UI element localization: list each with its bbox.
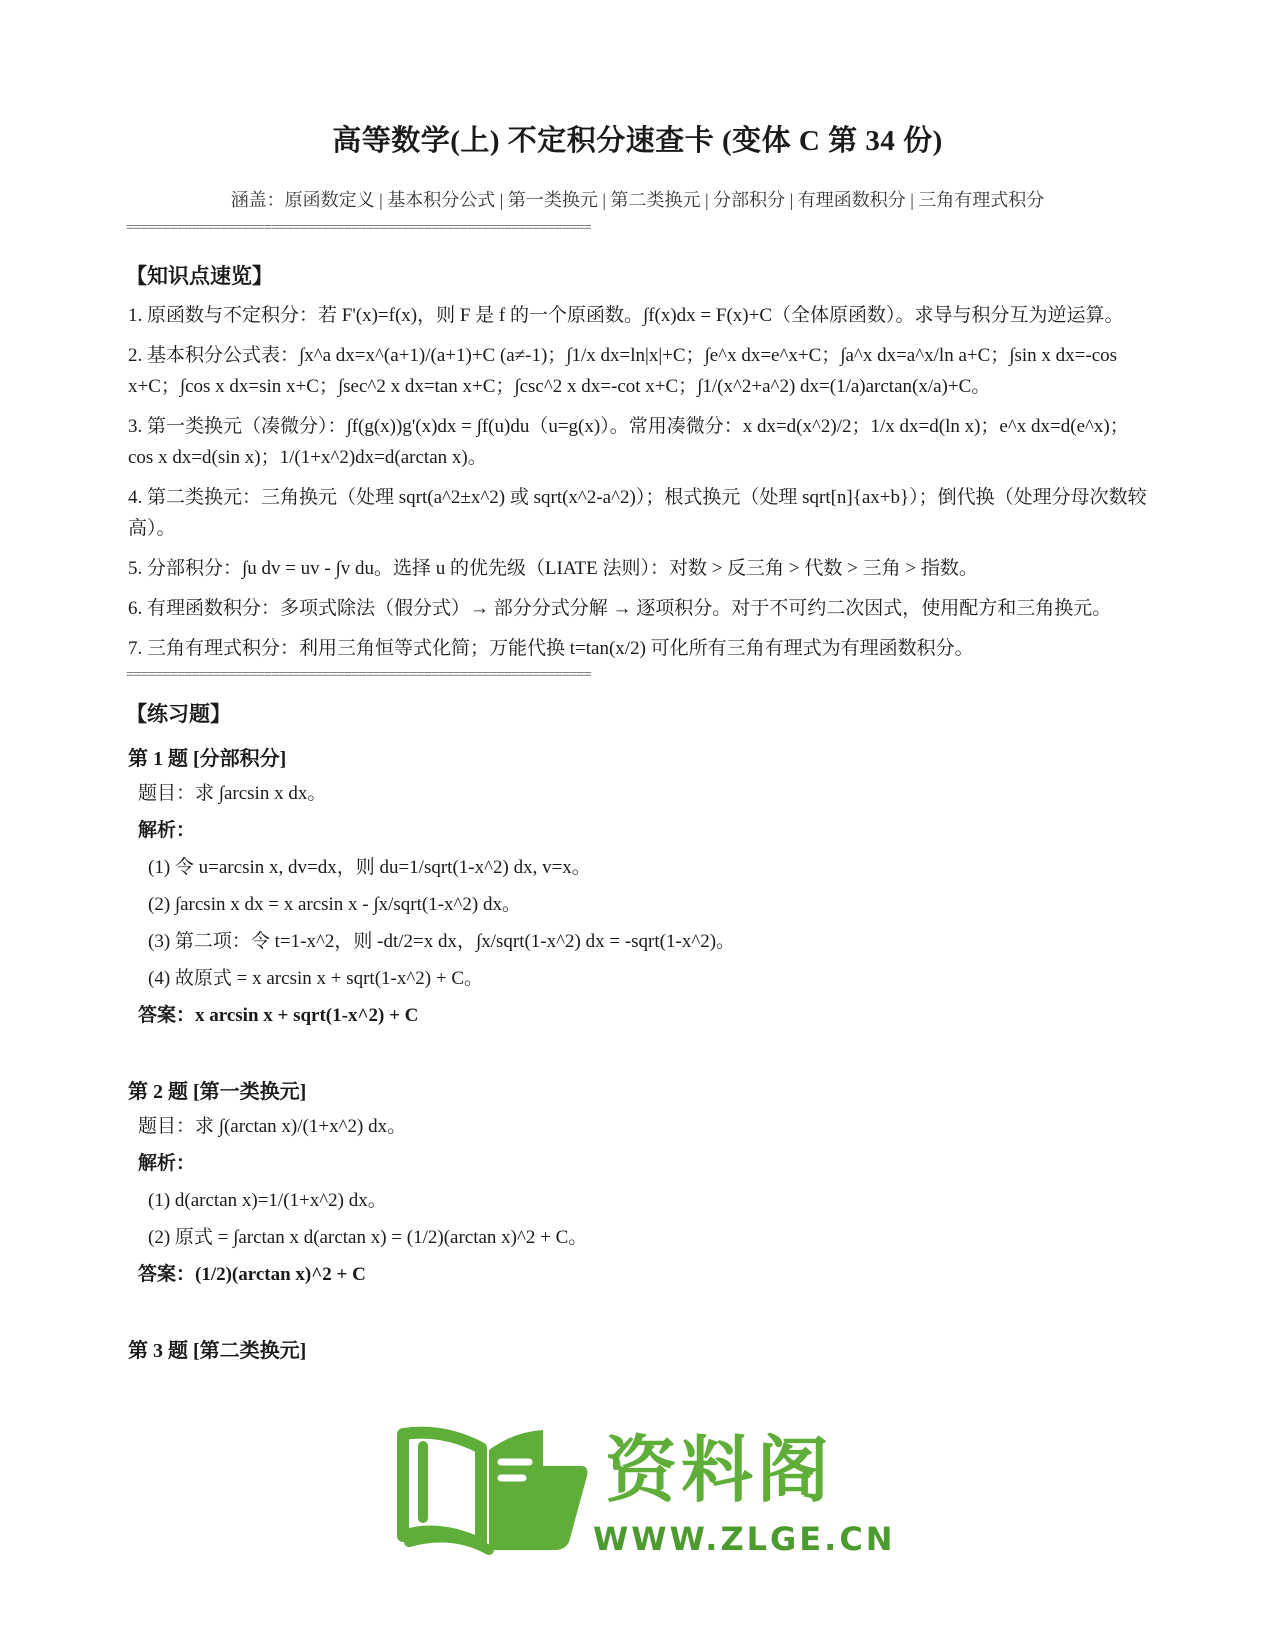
problem-question: 题目：求 ∫arcsin x dx。 [138,783,327,804]
problem-1 [128,742,1148,1029]
knowledge-item: 4. 第二类换元：三角换元（处理 sqrt(a^2±x^2) 或 sqrt(x^2-a^2)）；根式换元（处理 sqrt[n]{ax+b}）；倒代换（处理分母次数较高）。 [128,487,1147,539]
knowledge-item: 7. 三角有理式积分：利用三角恒等式化简；万能代换 t=tan(x/2) 可化所有三角有理式为有理函数积分。 [128,638,974,659]
solution-step: (2) ∫arcsin x dx = x arcsin x - ∫x/sqrt(1-x^2) dx。 [148,894,522,915]
open-book-icon [393,1426,593,1556]
knowledge-item: 6. 有理函数积分：多项式除法（假分式）→ 部分分式分解 → 逐项积分。对于不可约二次因式，使用配方和三角换元。 [128,598,1112,619]
watermark-url: WWW.ZLGE.CN [593,1520,896,1558]
watermark-logo [393,1426,896,1558]
solution-step: (2) 原式 = ∫arctan x d(arctan x) = (1/2)(arctan x)^2 + C。 [148,1227,588,1248]
solution-step: (3) 第二项：令 t=1-x^2，则 -dt/2=x dx，∫x/sqrt(1-x^2) dx = -sqrt(1-x^2)。 [148,931,736,952]
exercises-heading: 【练习题】 [126,702,231,726]
problem-3 [128,1334,1148,1363]
problem-question: 题目：求 ∫(arctan x)/(1+x^2) dx。 [138,1116,407,1137]
problem-title: 第 1 题 [分部积分] [128,748,287,770]
problem-title: 第 3 题 [第二类换元] [128,1340,307,1362]
page-title: 高等数学(上) 不定积分速查卡 (变体 C 第 34 份) [332,125,943,157]
solution-step: (1) 令 u=arcsin x, dv=dx，则 du=1/sqrt(1-x^2) dx, v=x。 [148,857,591,878]
answer: 答案：x arcsin x + sqrt(1-x^2) + C [138,1005,419,1026]
exercises-section [128,698,1148,1363]
knowledge-item: 5. 分部积分：∫u dv = uv - ∫v du。选择 u 的优先级（LIATE 法则）：对数 > 反三角 > 代数 > 三角 > 指数。 [128,558,978,579]
main-content [128,260,1148,1363]
coverage-line: 涵盖：原函数定义 | 基本积分公式 | 第一类换元 | 第二类换元 | 分部积分 | 有理函数积分 | 三角有理式积分 [230,190,1045,210]
knowledge-section [128,260,1148,664]
analysis-label: 解析： [138,820,196,841]
answer: 答案：(1/2)(arctan x)^2 + C [138,1264,366,1285]
divider-top: ================================================================ [126,220,591,236]
watermark-name: 资料阁 [605,1428,834,1512]
solution-step: (4) 故原式 = x arcsin x + sqrt(1-x^2) + C。 [148,968,483,989]
divider-middle: ================================================================ [126,667,591,683]
solution-step: (1) d(arctan x)=1/(1+x^2) dx。 [148,1190,387,1211]
problem-title: 第 2 题 [第一类换元] [128,1081,307,1103]
knowledge-item: 1. 原函数与不定积分：若 F'(x)=f(x)，则 F 是 f 的一个原函数。∫f(x)dx = F(x)+C（全体原函数）。求导与积分互为逆运算。 [128,305,1124,326]
analysis-label: 解析： [138,1153,196,1174]
problem-2 [128,1075,1148,1288]
knowledge-item: 2. 基本积分公式表：∫x^a dx=x^(a+1)/(a+1)+C (a≠-1)；∫1/x dx=ln|x|+C；∫e^x dx=e^x+C；∫a^x dx=a^x/ln a+C；∫sin x dx=-cos x+C；∫cos x dx=sin x+C；∫sec^2 x dx=tan x+C；∫csc^2 x dx=-cot x+C；∫1/(x^2+a^2) dx=(1/a)arctan(x/a)+C。 [128,345,1118,397]
knowledge-item: 3. 第一类换元（凑微分）：∫f(g(x))g'(x)dx = ∫f(u)du（u=g(x)）。常用凑微分：x dx=d(x^2)/2；1/x dx=d(ln x)；e^x dx=d(e^x)；cos x dx=d(sin x)；1/(1+x^2)dx=d(arctan x)。 [128,416,1129,468]
knowledge-heading: 【知识点速览】 [126,264,273,288]
